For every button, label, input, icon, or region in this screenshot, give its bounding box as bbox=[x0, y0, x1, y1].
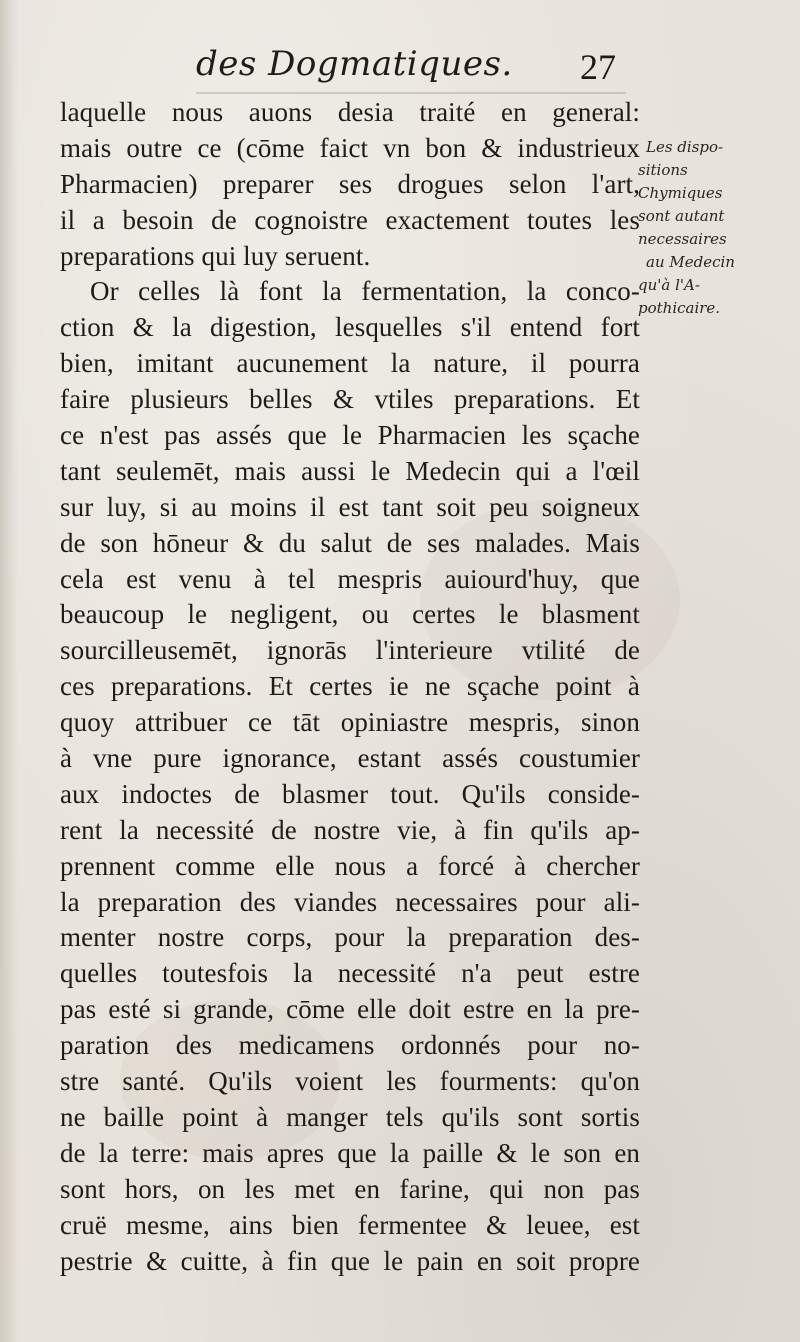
text-line: mais outre ce (cōme faict vn bon & industrieux bbox=[60, 132, 640, 163]
text-line: de son hōneur & du salut de ses malades. Mais bbox=[60, 527, 640, 558]
text-line: preparations qui luy seruent. bbox=[60, 240, 371, 271]
text-line: il a besoin de cognoistre exactement toutes les bbox=[60, 204, 640, 235]
page-gutter-shadow bbox=[0, 0, 18, 1342]
text-line: prennent comme elle nous a forcé à chercher bbox=[60, 850, 640, 881]
text-line: tant seulemēt, mais aussi le Medecin qui a l'œil bbox=[60, 455, 640, 486]
text-line: sur luy, si au moins il est tant soit peu soigneux bbox=[60, 491, 640, 522]
text-line: bien, imitant aucunement la nature, il pourra bbox=[60, 348, 640, 379]
running-title: des Dogmatiques. bbox=[196, 44, 513, 84]
text-line: sont hors, on les met en farine, qui non pas bbox=[60, 1173, 640, 1204]
text-line: sourcilleusemēt, ignorās l'interieure vtilité de bbox=[60, 635, 640, 666]
text-line: paration des medicamens ordonnés pour no- bbox=[60, 1030, 640, 1061]
margin-note-line: pothicaire. bbox=[638, 299, 721, 317]
text-line: cruë mesme, ains bien fermentee & leuee, est bbox=[60, 1209, 640, 1240]
text-line: la preparation des viandes necessaires pour ali- bbox=[60, 886, 640, 917]
margin-note-line: sitions bbox=[638, 161, 688, 179]
text-line: quelles toutesfois la necessité n'a peut estre bbox=[60, 958, 640, 989]
margin-note-line: necessaires bbox=[638, 230, 727, 248]
text-line: stre santé. Qu'ils voient les fourments: qu'on bbox=[60, 1066, 640, 1097]
text-line: ne baille point à manger tels qu'ils sont sortis bbox=[60, 1101, 640, 1132]
text-line: menter nostre corps, pour la preparation des- bbox=[60, 922, 640, 953]
text-line: de la terre: mais apres que la paille & le son en bbox=[60, 1137, 640, 1168]
text-line: quoy attribuer ce tāt opiniastre mespris, sinon bbox=[60, 707, 640, 738]
margin-note-line: Les dispo- bbox=[646, 138, 724, 156]
margin-note bbox=[638, 136, 798, 320]
margin-note-line: Chymiques bbox=[638, 184, 723, 202]
text-line: cela est venu à tel mespris auiourd'huy, que bbox=[60, 563, 640, 594]
page-header bbox=[0, 40, 800, 100]
header-rule bbox=[196, 92, 626, 94]
margin-note-line: sont autant bbox=[638, 207, 725, 225]
text-line: beaucoup le negligent, ou certes le blasment bbox=[60, 599, 640, 630]
margin-note-line: qu'à l'A- bbox=[638, 276, 700, 294]
body-text bbox=[60, 95, 640, 1279]
text-line: rent la necessité de nostre vie, à fin qu'ils ap- bbox=[60, 814, 640, 845]
text-line: ce n'est pas assés que le Pharmacien les sçache bbox=[60, 420, 640, 451]
text-line: Pharmacien) preparer ses drogues selon l'art, bbox=[60, 168, 640, 199]
text-line: faire plusieurs belles & vtiles preparations. Et bbox=[60, 384, 640, 415]
page-number: 27 bbox=[580, 47, 616, 87]
text-line: Or celles là font la fermentation, la conco- bbox=[90, 276, 640, 307]
margin-note-line: au Medecin bbox=[646, 253, 735, 271]
text-line: ces preparations. Et certes ie ne sçache point à bbox=[60, 671, 640, 702]
text-line: laquelle nous auons desia traité en general: bbox=[60, 97, 640, 127]
text-line: aux indoctes de blasmer tout. Qu'ils conside- bbox=[60, 778, 640, 809]
text-line: ction & la digestion, lesquelles s'il entend fort bbox=[60, 312, 640, 343]
text-line: pestrie & cuitte, à fin que le pain en soit propre bbox=[60, 1245, 640, 1276]
text-line: à vne pure ignorance, estant assés coustumier bbox=[60, 743, 640, 774]
text-line: pas esté si grande, cōme elle doit estre en la pre- bbox=[60, 994, 640, 1025]
